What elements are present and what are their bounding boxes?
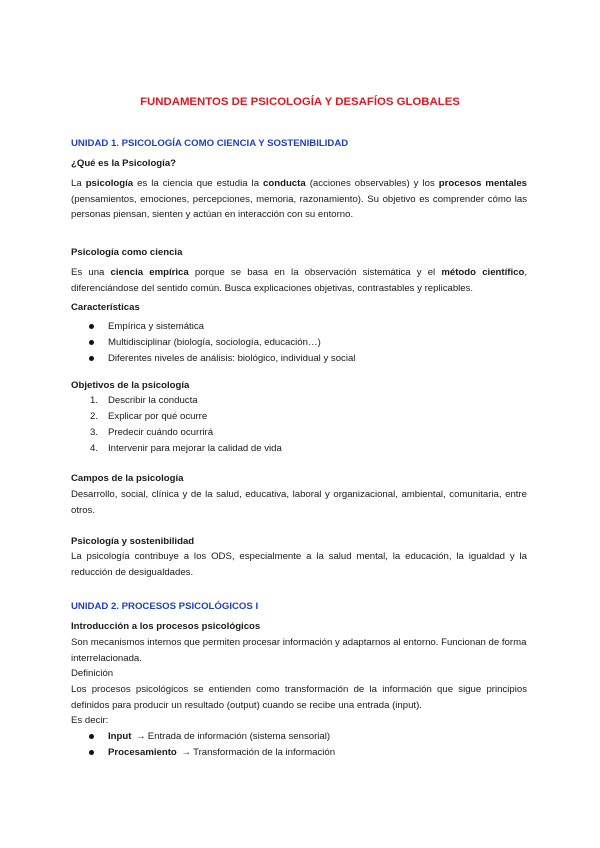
process-list: [71, 729, 527, 761]
list-item: 1. Describir la conducta: [90, 395, 198, 406]
bullet-icon: [89, 734, 94, 739]
document-title: FUNDAMENTOS DE PSICOLOGÍA Y DESAFÍOS GLOBALES: [140, 96, 460, 108]
list-item: 2. Explicar por qué ocurre: [90, 411, 208, 422]
list-item: Input → Entrada de información (sistema sensorial): [71, 729, 527, 745]
intro-heading: Introducción a los procesos psicológicos: [71, 621, 261, 632]
science-paragraph: Es una ciencia empírica porque se basa en la observación sistemática y el método científico, diferenciándose del sentido común. Busca explicaciones objetivas, contrastables y replicables.: [71, 267, 527, 294]
fields-paragraph: Desarrollo, social, clínica y de la salud, educativa, laboral y organizacional, ambiental, comunitaria, entre otros.: [71, 489, 527, 516]
science-heading: Psicología como ciencia: [71, 247, 183, 258]
es-decir-label: Es decir:: [71, 715, 109, 726]
intro-paragraph: Son mecanismos internos que permiten procesar información y adaptarnos al entorno. Funcionan de forma interrelacionada.: [71, 637, 527, 664]
bullet-icon: [89, 340, 94, 345]
sustainability-heading: Psicología y sostenibilidad: [71, 536, 195, 547]
bullet-icon: [89, 356, 94, 361]
objectives-list: [71, 393, 527, 457]
sustainability-paragraph: La psicología contribuye a los ODS, especialmente a la salud mental, la educación, la igualdad y la reducción de desigualdades.: [71, 551, 527, 578]
list-item: 3. Predecir cuándo ocurrirá: [90, 427, 214, 438]
characteristics-heading: Características: [71, 302, 140, 313]
bullet-icon: [89, 750, 94, 755]
list-item: Diferentes niveles de análisis: biológico, individual y social: [71, 351, 527, 367]
list-item: Multidisciplinar (biología, sociología, educación…): [71, 335, 527, 351]
arrow-right-icon: →: [181, 747, 192, 758]
list-item: Procesamiento → Transformación de la información: [71, 745, 527, 761]
fields-heading: Campos de la psicología: [71, 473, 184, 484]
psychology-definition: La psicología es la ciencia que estudia la conducta (acciones observables) y los procesos mentales (pensamientos, emociones, percepciones, memoria, razonamiento). Su objetivo es comprender cómo las personas piensan, sienten y actúan en interacción con su entorno.: [71, 178, 528, 220]
objectives-heading: Objetivos de la psicología: [71, 380, 190, 391]
arrow-right-icon: →: [136, 731, 146, 742]
unit-1-heading: UNIDAD 1. PSICOLOGÍA COMO CIENCIA Y SOSTENIBILIDAD: [71, 138, 349, 149]
unit-2-heading: UNIDAD 2. PROCESOS PSICOLÓGICOS I: [71, 601, 259, 612]
list-item: 4. Intervenir para mejorar la calidad de vida: [90, 443, 282, 454]
characteristics-list: [71, 319, 527, 367]
definition-paragraph: Los procesos psicológicos se entienden como transformación de la información que sigue principios definidos para producir un resultado (output) cuando se recibe una entrada (input).: [71, 684, 527, 711]
list-item: Empírica y sistemática: [71, 319, 527, 335]
bullet-icon: [89, 324, 94, 329]
question-heading: ¿Qué es la Psicología?: [71, 158, 177, 169]
definition-label: Definición: [71, 668, 114, 679]
